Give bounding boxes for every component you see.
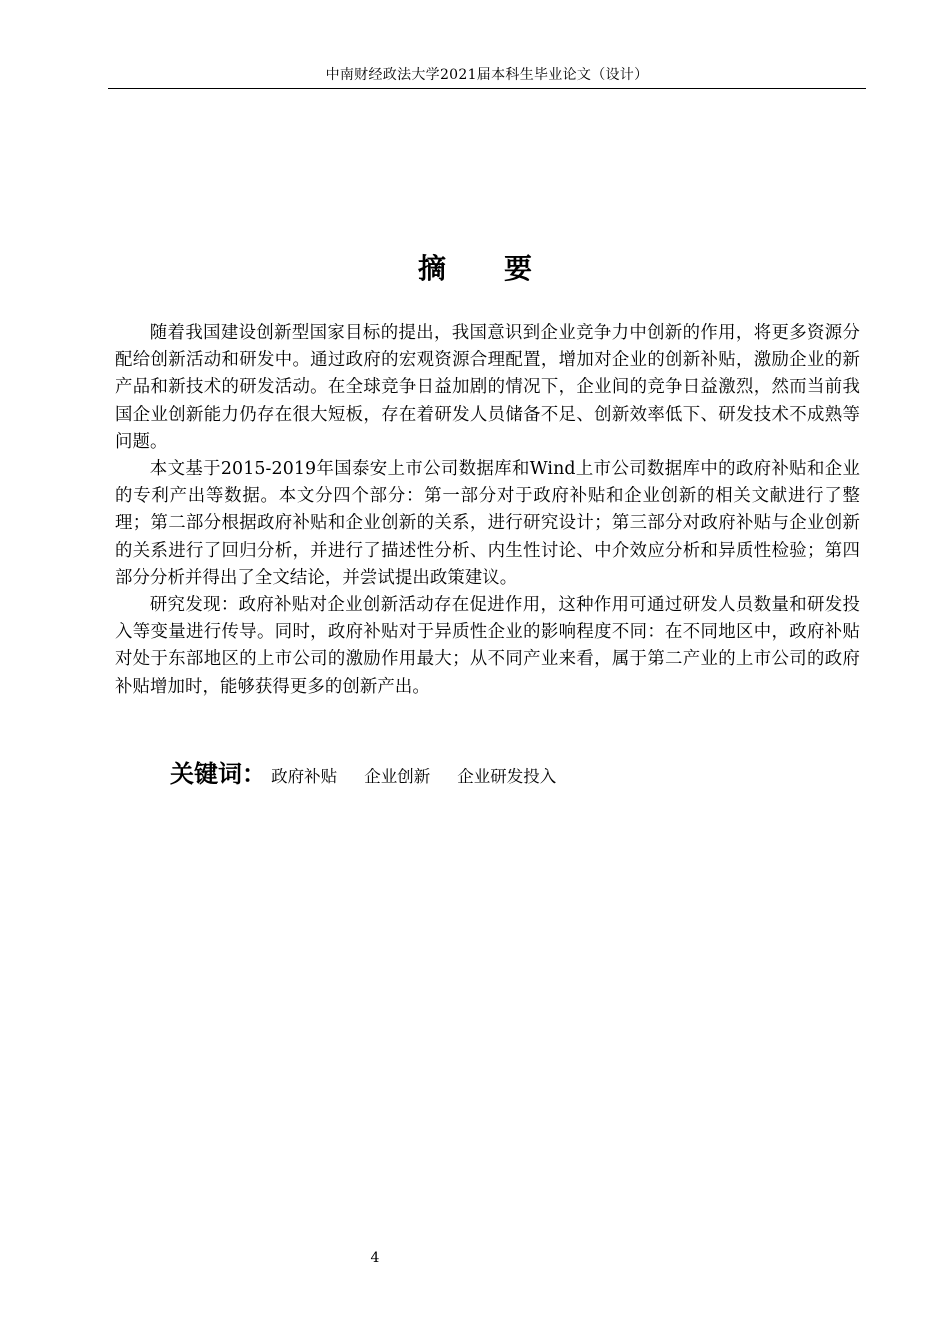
abstract-paragraph-2: 本文基于2015-2019年国泰安上市公司数据库和Wind上市公司数据库中的政府补贴和企业的专利产出等数据。本文分四个部分：第一部分对于政府补贴和企业创新的相关文献进行了整理；第二部分根据政府补贴和企业创新的关系，进行研究设计；第三部分对政府补贴与企业创新的关系进行了回归分析，并进行了描述性分析、内生性讨论、中介效应分析和异质性检验；第四部分分析并得出了全文结论，并尝试提出政策建议。 xyxy=(115,459,860,588)
keywords-line xyxy=(170,758,860,793)
abstract-body xyxy=(115,320,860,701)
keywords-label: 关键词： xyxy=(170,760,266,788)
abstract-title-char-2: 要 xyxy=(504,252,533,285)
keyword-2: 企业创新 xyxy=(364,767,431,786)
keyword-3: 企业研发投入 xyxy=(457,767,557,786)
running-header: 中南财经政法大学2021届本科生毕业论文（设计） xyxy=(325,67,649,83)
page-number: 4 xyxy=(370,1250,380,1266)
abstract-paragraph-3: 研究发现：政府补贴对企业创新活动存在促进作用，这种作用可通过研发人员数量和研发投入等变量进行传导。同时，政府补贴对于异质性企业的影响程度不同：在不同地区中，政府补贴对处于东部地区的上市公司的激励作用最大；从不同产业来看，属于第二产业的上市公司的政府补贴增加时，能够获得更多的创新产出。 xyxy=(115,595,860,697)
header-rule xyxy=(108,88,866,89)
abstract-paragraph-1: 随着我国建设创新型国家目标的提出，我国意识到企业竞争力中创新的作用，将更多资源分配给创新活动和研发中。通过政府的宏观资源合理配置，增加对企业的创新补贴，激励企业的新产品和新技术的研发活动。在全球竞争日益加剧的情况下，企业间的竞争日益激烈，然而当前我国企业创新能力仍存在很大短板，存在着研发人员储备不足、创新效率低下、研发技术不成熟等问题。 xyxy=(115,323,860,452)
keyword-1: 政府补贴 xyxy=(271,767,338,786)
abstract-title xyxy=(0,251,950,287)
abstract-title-char-1: 摘 xyxy=(417,252,446,285)
